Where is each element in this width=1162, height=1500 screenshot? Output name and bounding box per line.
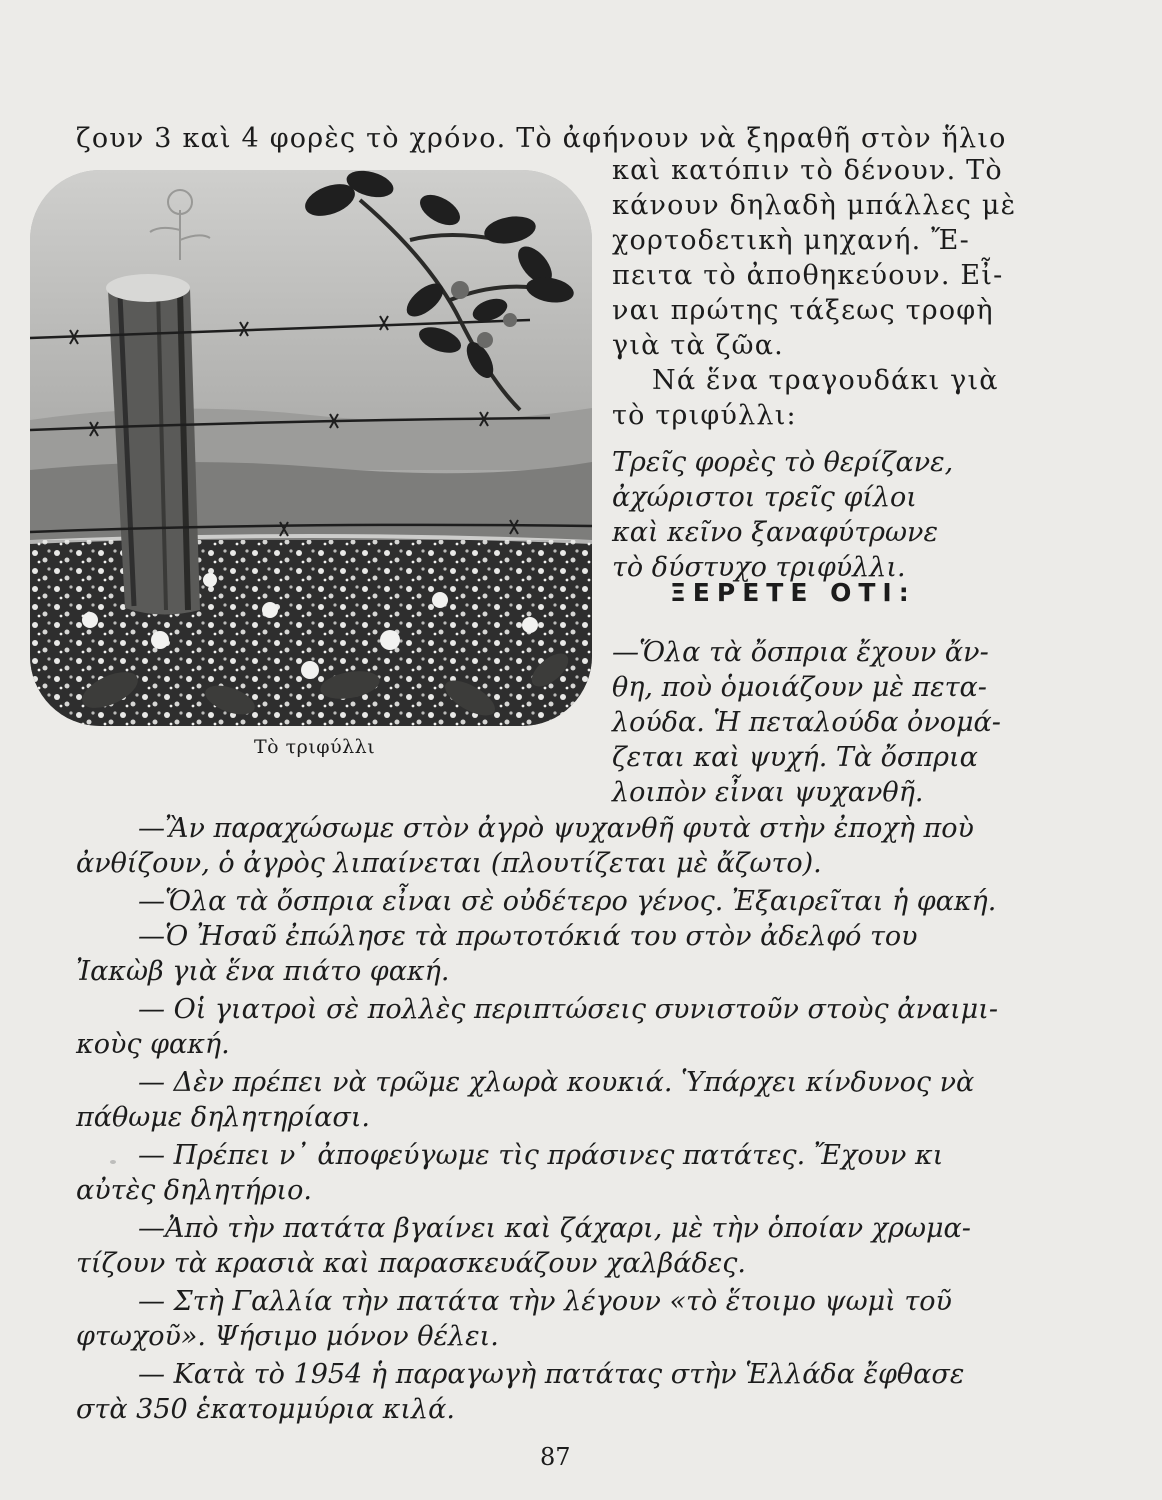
poem-line: ἀχώριστοι τρεῖς φίλοι — [612, 482, 917, 513]
page-number: 87 — [540, 1443, 571, 1471]
fact-line: — Δὲν πρέπει νὰ τρῶμε χλωρὰ κουκιά. Ὑπάρχει κίνδυνος νὰ — [138, 1067, 975, 1098]
fact-line: — Οἱ γιατροὶ σὲ πολλὲς περιπτώσεις συνιστοῦν στοὺς ἀναιμι- — [138, 994, 998, 1025]
paper-speck — [110, 1160, 116, 1164]
fact-line: τίζουν τὰ κρασιὰ καὶ παρασκευάζουν χαλβάδες. — [76, 1248, 746, 1279]
fact-line: στὰ 350 ἑκατομμύρια κιλά. — [76, 1394, 455, 1425]
fact-line: ἀνθίζουν, ὁ ἀγρὸς λιπαίνεται (πλουτίζεται μὲ ἄζωτο). — [76, 848, 822, 879]
section-heading: ΞΕΡΕΤΕ ΟΤΙ: — [670, 578, 916, 607]
fact-line: —Ὅλα τὰ ὄσπρια ἔχουν ἄν- — [612, 637, 989, 668]
fact-line: —Ὅλα τὰ ὄσπρια εἶναι σὲ οὐδέτερο γένος. Ἐξαιρεῖται ἡ φακή. — [138, 886, 997, 917]
right-paragraph-line: κάνουν δηλαδὴ μπάλλες μὲ — [612, 190, 1017, 221]
clover-fence-drawing — [30, 170, 592, 726]
right-paragraph-line: ναι πρώτης τάξεως τροφὴ — [612, 295, 994, 326]
fact-line: θη, ποὺ ὁμοιάζουν μὲ πετα- — [612, 672, 987, 703]
right-paragraph-line: χορτοδετικὴ μηχανή. Ἔ- — [612, 225, 970, 256]
fact-line: πάθωμε δηλητηρίασι. — [76, 1102, 370, 1133]
fact-line: φτωχοῦ». Ψήσιμο μόνον θέλει. — [76, 1321, 499, 1352]
poem-line: Τρεῖς φορὲς τὸ θερίζανε, — [612, 447, 954, 478]
fact-line: — Στὴ Γαλλία τὴν πατάτα τὴν λέγουν «τὸ ἕτοιμο ψωμὶ τοῦ — [138, 1286, 952, 1317]
fact-line: — Πρέπει ν᾽ ἀποφεύγωμε τὶς πράσινες πατάτες. Ἔχουν κι — [138, 1140, 944, 1171]
fact-line: λούδα. Ἡ πεταλούδα ὀνομά- — [612, 707, 1001, 738]
top-line: ζουν 3 καὶ 4 φορὲς τὸ χρόνο. Τὸ ἀφήνουν νὰ ξηραθῆ στὸν ἥλιο — [76, 123, 1007, 154]
right-paragraph-line: καὶ κατόπιν τὸ δένουν. Τὸ — [612, 155, 1003, 186]
clover-illustration — [30, 170, 592, 726]
right-paragraph-line: τὸ τριφύλλι: — [612, 400, 797, 431]
fact-line: —Ἂν παραχώσωμε στὸν ἀγρὸ ψυχανθῆ φυτὰ στὴν ἐποχὴ ποὺ — [138, 813, 974, 844]
illustration-caption: Τὸ τριφύλλι — [254, 736, 376, 758]
right-paragraph-line: Νά ἕνα τραγουδάκι γιὰ — [652, 365, 999, 396]
right-paragraph-line: πειτα τὸ ἀποθηκεύουν. Εἶ- — [612, 260, 1004, 291]
poem-line: καὶ κεῖνο ξαναφύτρωνε — [612, 517, 938, 548]
fact-line: λοιπὸν εἶναι ψυχανθῆ. — [612, 777, 924, 808]
right-paragraph-line: γιὰ τὰ ζῶα. — [612, 330, 784, 361]
fact-line: —Ὁ Ἠσαῦ ἐπώλησε τὰ πρωτοτόκιά του στὸν ἀδελφό του — [138, 921, 918, 952]
poem-line: τὸ δύστυχο τριφύλλι. — [612, 552, 906, 583]
fact-line: ζεται καὶ ψυχή. Τὰ ὄσπρια — [612, 742, 978, 773]
fact-line: Ἰακὼβ γιὰ ἕνα πιάτο φακή. — [76, 956, 450, 987]
fact-line: κοὺς φακή. — [76, 1029, 230, 1060]
fact-line: αὐτὲς δηλητήριο. — [76, 1175, 312, 1206]
fact-line: — Κατὰ τὸ 1954 ἡ παραγωγὴ πατάτας στὴν Ἑλλάδα ἔφθασε — [138, 1359, 965, 1390]
fact-line: —Ἀπὸ τὴν πατάτα βγαίνει καὶ ζάχαρι, μὲ τὴν ὁποίαν χρωμα- — [138, 1213, 971, 1244]
